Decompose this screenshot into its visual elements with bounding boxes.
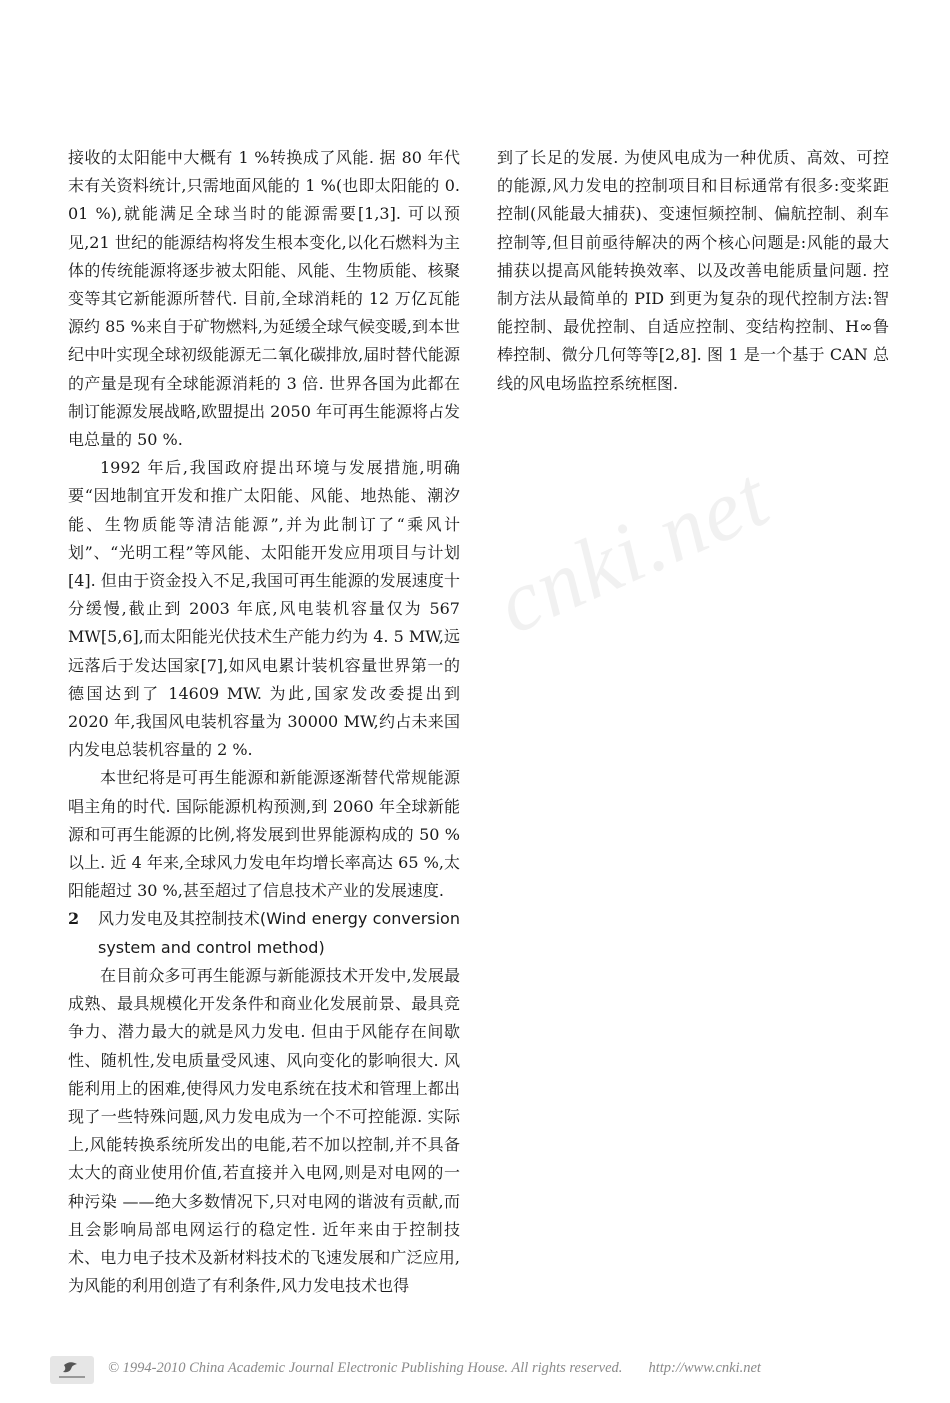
cnki-watermark: cnki.net [482,448,783,652]
paragraph-wind-power: 在目前众多可再生能源与新能源技术开发中,发展最成熟、最具规模化开发条件和商业化发展前景、最具竞争力、潜力最大的就是风力发电. 但由于风能存在间歇性、随机性,发电质量受风速、风向变化的影响很大. 风能利用上的困难,使得风力发电系统在技术和管理上都出现了一些特殊问题,风力发电成为一个不可控能源. 实际上,风能转换系统所发出的电能,若不加以控制,并不具备太大的商业使用价值,若直接并入电网,则是对电网的一种污染 ——绝大多数情况下,只对电网的谐波有贡献,而且会影响局部电网运行的稳定性. 近年来由于控制技术、电力电子技术及新材料技术的飞速发展和广泛应用,为风能的利用创造了有利条件,风力发电技术也得 [68,965,460,1296]
footer-text [108,1360,761,1377]
paragraph-china-policy: 1992 年后,我国政府提出环境与发展措施,明确要“因地制宜开发和推广太阳能、风能、地热能、潮汐能、生物质能等清洁能源”,并为此制订了“乘风计划”、“光明工程”等风能、太阳能开发应用项目与计划[4]. 但由于资金投入不足,我国可再生能源的发展速度十分缓慢,截止到 2003 年底,风电装机容量仅为 567 MW[5,6],而太阳能光伏技术生产能力约为 4. 5 MW,远远落后于发达国家[7],如风电累计装机容量世界第一的德国达到了 14609 MW. 为此,国家发改委提出到 2020 年,我国风电装机容量为 30000 MW,约占未来国内发电总装机容量的 2 %. [68,458,460,760]
left-column [68,144,460,1300]
paragraph-future-trend: 本世纪将是可再生能源和新能源逐渐替代常规能源唱主角的时代. 国际能源机构预测,到 2060 年全球新能源和可再生能源的比例,将发展到世界能源构成的 50 %以上. 近 4 年来,全球风力发电年均增长率高达 65 %,太阳能超过 30 %,甚至超过了信息技术产业的发展速度. [68,768,460,901]
section-number: 2 [68,909,80,929]
paragraph-energy-outlook: 接收的太阳能中大概有 1 %转换成了风能. 据 80 年代末有关资料统计,只需地面风能的 1 %(也即太阳能的 0. 01 %),就能满足全球当时的能源需要[1,3]. 可以预见,21 世纪的能源结构将发生根本变化,以化石燃料为主体的传统能源将逐步被太阳能、风能、生物质能、核聚变等其它新能源所替代. 目前,全球消耗的 12 万亿瓦能源约 85 %来自于矿物燃料,为延缓全球气候变暖,到本世纪中叶实现全球初级能源无二氧化碳排放,届时替代能源的产量是现有全球能源消耗的 3 倍. 世界各国为此都在制订能源发展战略,欧盟提出 2050 年可再生能源将占发电总量的 50 %. [68,148,460,450]
section-title: 风力发电及其控制技术(Wind energy conversion system and control method) [98,909,460,957]
section-heading [68,905,460,961]
cnki-logo-icon [50,1356,94,1384]
footer-url-link[interactable]: http://www.cnki.net [648,1360,761,1376]
paragraph-control-methods: 到了长足的发展. 为使风电成为一种优质、高效、可控的能源,风力发电的控制项目和目标通常有很多:变桨距控制(风能最大捕获)、变速恒频控制、偏航控制、刹车控制等,但目前亟待解决的两个核心问题是:风能的最大捕获以提高风能转换效率、以及改善电能质量问题. 控制方法从最简单的 PID 到更为复杂的现代控制方法:智能控制、最优控制、自适应控制、变结构控制、H∞鲁棒控制、微分几何等等[2,8]. 图 1 是一个基于 CAN 总线的风电场监控系统框图. [497,148,889,393]
right-column [497,144,889,398]
page-footer [0,1352,950,1388]
copyright-text: © 1994-2010 China Academic Journal Electronic Publishing House. All rights reserved. [108,1360,623,1376]
